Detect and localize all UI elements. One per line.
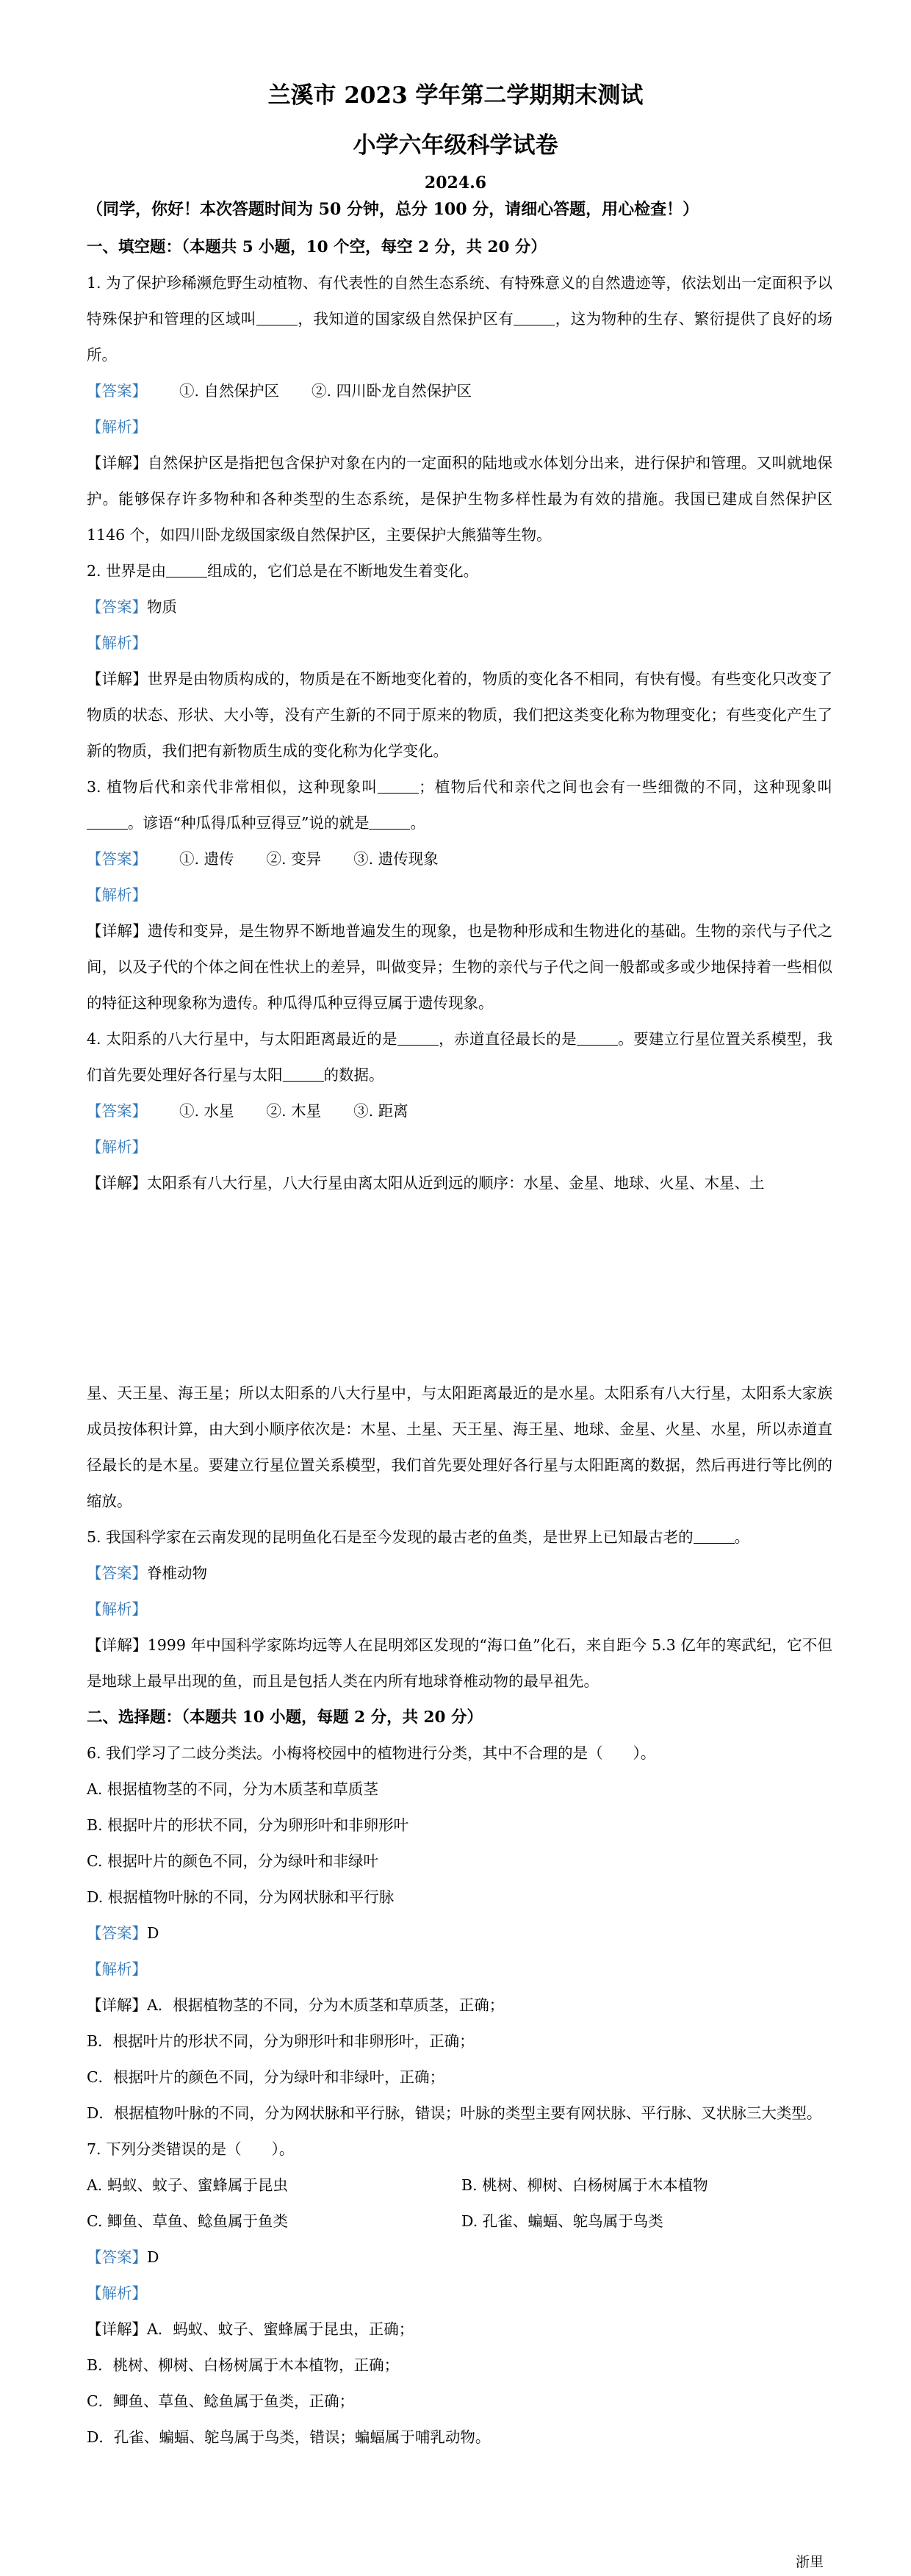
detail-tag: 【详解】 bbox=[87, 454, 148, 472]
answer-row bbox=[87, 841, 832, 877]
detail-tag: 【详解】 bbox=[87, 1996, 147, 2014]
answer-tag: 【答案】 bbox=[87, 2248, 147, 2266]
analysis-tag: 【解析】 bbox=[87, 418, 147, 436]
analysis-tag: 【解析】 bbox=[87, 1960, 147, 1978]
exam-subtitle: 小学六年级科学试卷 bbox=[353, 132, 558, 159]
blank bbox=[378, 778, 419, 794]
detail-paragraph-continued: 星、天王星、海王星；所以太阳系的八大行星中，与太阳距离最近的是水星。太阳系有八大行星，太阳系大家族成员按体积计算，由大到小顺序依次是：木星、土星、天王星、海王星、地球、金星、火星、水星，所以赤道直径最长的是木星。要建立行星位置关系模型，我们首先要处理好各行星与太阳距离的数据，然后再进行等比例的缩放。 bbox=[87, 1384, 832, 1510]
detail-tag: 【详解】 bbox=[87, 1636, 148, 1654]
part-one-title: 一、填空题：（本题共 5 小题，10 个空，每空 2 分，共 20 分） bbox=[87, 238, 547, 256]
detail-paragraph: 【详解】世界是由物质构成的，物质是在不断地变化着的，物质的变化各不相同，有快有慢。有些变化只改变了物质的状态、形状、大小等，没有产生新的不同于原来的物质，我们把这类变化称为物理变化；有些变化产生了新的物质，我们把有新物质生成的变化称为化学变化。 bbox=[87, 670, 832, 760]
detail-line: D．根据植物叶脉的不同，分为网状脉和平行脉，错误；叶脉的类型主要有网状脉、平行脉、叉状脉三大类型。 bbox=[87, 2104, 822, 2122]
detail-tag: 【详解】 bbox=[87, 1174, 147, 1192]
blank bbox=[577, 1030, 618, 1046]
answer-text: ②. 木星 bbox=[266, 1102, 322, 1120]
answer-row bbox=[87, 1093, 832, 1129]
option: C. 鲫鱼、草鱼、鲶鱼属于鱼类 bbox=[87, 2212, 288, 2230]
part-two-title: 二、选择题：（本题共 10 小题，每题 2 分，共 20 分） bbox=[87, 1708, 483, 1727]
question-7: 7. 下列分类错误的是（ ）。 bbox=[87, 2140, 295, 2158]
question-5: 5. 我国科学家在云南发现的昆明鱼化石是至今发现的最古老的鱼类，是世界上已知最古老的 。 bbox=[87, 1528, 750, 1546]
detail-line: C．根据叶片的颜色不同，分为绿叶和非绿叶，正确； bbox=[87, 2068, 445, 2086]
answer-row bbox=[87, 1915, 832, 1951]
blank bbox=[369, 814, 410, 830]
question-6: 6. 我们学习了二歧分类法。小梅将校园中的植物进行分类，其中不合理的是（ ）。 bbox=[87, 1744, 656, 1762]
answer-text: ②. 变异 bbox=[266, 850, 322, 868]
question-3: 3. 植物后代和亲代非常相似，这种现象叫 ；植物后代和亲代之间也会有一些细微的不同，这种现象叫。谚语“种瓜得瓜种豆得豆”说的就是 。 bbox=[87, 778, 833, 832]
footer-text: 浙里 bbox=[796, 2554, 824, 2570]
analysis-tag: 【解析】 bbox=[87, 634, 147, 652]
detail-paragraph: 【详解】1999 年中国科学家陈均远等人在昆明郊区发现的“海口鱼”化石，来自距今 5.3 亿年的寒武纪，它不但是地球上最早出现的鱼，而且是包括人类在内所有地球脊椎动物的最早祖先。 bbox=[87, 1636, 833, 1690]
exam-date: 2024.6 bbox=[424, 173, 487, 193]
option: C. 根据叶片的颜色不同，分为绿叶和非绿叶 bbox=[87, 1852, 378, 1870]
answer-text: 物质 bbox=[147, 598, 177, 616]
answer-tag: 【答案】 bbox=[87, 1102, 147, 1120]
blank bbox=[397, 1030, 439, 1046]
detail-paragraph: 【详解】遗传和变异，是生物界不断地普遍发生的现象，也是物种形成和生物进化的基础。生物的亲代与子代之间，以及子代的个体之间在性状上的差异，叫做变异；生物的亲代与子代之间一般都或多或少地保持着一些相似的特征这种现象称为遗传。种瓜得瓜种豆得豆属于遗传现象。 bbox=[87, 922, 832, 1012]
answer-row bbox=[87, 1555, 832, 1591]
answer-text: ①. 水星 bbox=[179, 1102, 234, 1120]
analysis-tag: 【解析】 bbox=[87, 886, 147, 904]
detail-line: 【详解】A．蚂蚁、蚊子、蜜蜂属于昆虫，正确； bbox=[87, 2320, 414, 2338]
option: D. 孔雀、蝙蝠、鸵鸟属于鸟类 bbox=[461, 2212, 663, 2230]
answer-text: 脊椎动物 bbox=[147, 1564, 207, 1582]
answer-tag: 【答案】 bbox=[87, 1924, 147, 1942]
blank bbox=[256, 310, 298, 325]
detail-line: B．桃树、柳树、白杨树属于木本植物，正确； bbox=[87, 2356, 400, 2374]
part-one-continued bbox=[87, 1375, 832, 2456]
answer-text: ①. 自然保护区 bbox=[179, 382, 280, 400]
analysis-tag: 【解析】 bbox=[87, 2284, 147, 2302]
analysis-tag: 【解析】 bbox=[87, 1138, 147, 1156]
answer-tag: 【答案】 bbox=[87, 1564, 147, 1582]
detail-tag: 【详解】 bbox=[87, 670, 148, 688]
question-1: 1. 为了保护珍稀濒危野生动植物、有代表性的自然生态系统、有特殊意义的自然遗迹等，依法划出一定面积予以特殊保护和管理的区域叫 ，我知道的国家级自然保护区有 ，这为物种的生存、繁衍提供了良好的场所。 bbox=[87, 274, 833, 364]
answer-tag: 【答案】 bbox=[87, 850, 147, 868]
option-row bbox=[87, 2203, 832, 2239]
option-row bbox=[87, 2167, 832, 2203]
detail-line: 【详解】A．根据植物茎的不同，分为木质茎和草质茎，正确； bbox=[87, 1996, 505, 2014]
detail-paragraph: 【详解】自然保护区是指把包含保护对象在内的一定面积的陆地或水体划分出来，进行保护和管理。又叫就地保护。能够保存许多物种和各种类型的生态系统，是保护生物多样性最为有效的措施。我国已建成自然保护区 1146 个，如四川卧龙级国家级自然保护区，主要保护大熊猫等生物。 bbox=[87, 454, 832, 544]
answer-row bbox=[87, 373, 832, 409]
option: B. 桃树、柳树、白杨树属于木本植物 bbox=[461, 2176, 708, 2194]
option: A. 根据植物茎的不同，分为木质茎和草质茎 bbox=[87, 1780, 378, 1798]
question-2: 2. 世界是由 组成的，它们总是在不断地发生着变化。 bbox=[87, 562, 479, 580]
exam-notice: （同学，你好！本次答题时间为 50 分钟，总分 100 分，请细心答题，用心检查！） bbox=[87, 200, 699, 219]
answer-tag: 【答案】 bbox=[87, 598, 147, 616]
answer-text: ③. 距离 bbox=[353, 1102, 408, 1120]
exam-title: 兰溪市 2023 学年第二学期期末测试 bbox=[267, 82, 644, 109]
detail-paragraph-start: 【详解】太阳系有八大行星，八大行星由离太阳从近到远的顺序：水星、金星、地球、火星、木星、土 bbox=[87, 1174, 765, 1192]
blank bbox=[514, 310, 555, 325]
blank bbox=[283, 1066, 324, 1082]
answer-text: ③. 遗传现象 bbox=[353, 850, 439, 868]
detail-tag: 【详解】 bbox=[87, 922, 148, 940]
answer-row bbox=[87, 2239, 832, 2275]
answer-text: ①. 遗传 bbox=[179, 850, 234, 868]
detail-tag: 【详解】 bbox=[87, 2320, 147, 2338]
detail-line: C．鲫鱼、草鱼、鲶鱼属于鱼类，正确； bbox=[87, 2392, 355, 2410]
answer-text: D bbox=[147, 1924, 159, 1942]
answer-tag: 【答案】 bbox=[87, 382, 147, 400]
answer-text: D bbox=[147, 2248, 159, 2266]
answer-row bbox=[87, 589, 832, 625]
option: A. 蚂蚁、蚊子、蜜蜂属于昆虫 bbox=[87, 2176, 288, 2194]
detail-line: D．孔雀、蝙蝠、鸵鸟属于鸟类，错误；蝙蝠属于哺乳动物。 bbox=[87, 2428, 491, 2446]
question-4: 4. 太阳系的八大行星中，与太阳距离最近的是 ，赤道直径最长的是 。要建立行星位置关系模型，我们首先要处理好各行星与太阳 的数据。 bbox=[87, 1030, 833, 1084]
part-one bbox=[87, 229, 832, 1201]
analysis-tag: 【解析】 bbox=[87, 1600, 147, 1618]
option: B. 根据叶片的形状不同，分为卵形叶和非卵形叶 bbox=[87, 1816, 409, 1834]
blank bbox=[87, 814, 128, 830]
option: D. 根据植物叶脉的不同，分为网状脉和平行脉 bbox=[87, 1888, 395, 1906]
detail-line: B．根据叶片的形状不同，分为卵形叶和非卵形叶，正确； bbox=[87, 2032, 475, 2050]
blank bbox=[694, 1528, 735, 1544]
answer-text: ②. 四川卧龙自然保护区 bbox=[312, 382, 472, 400]
blank bbox=[166, 562, 207, 578]
